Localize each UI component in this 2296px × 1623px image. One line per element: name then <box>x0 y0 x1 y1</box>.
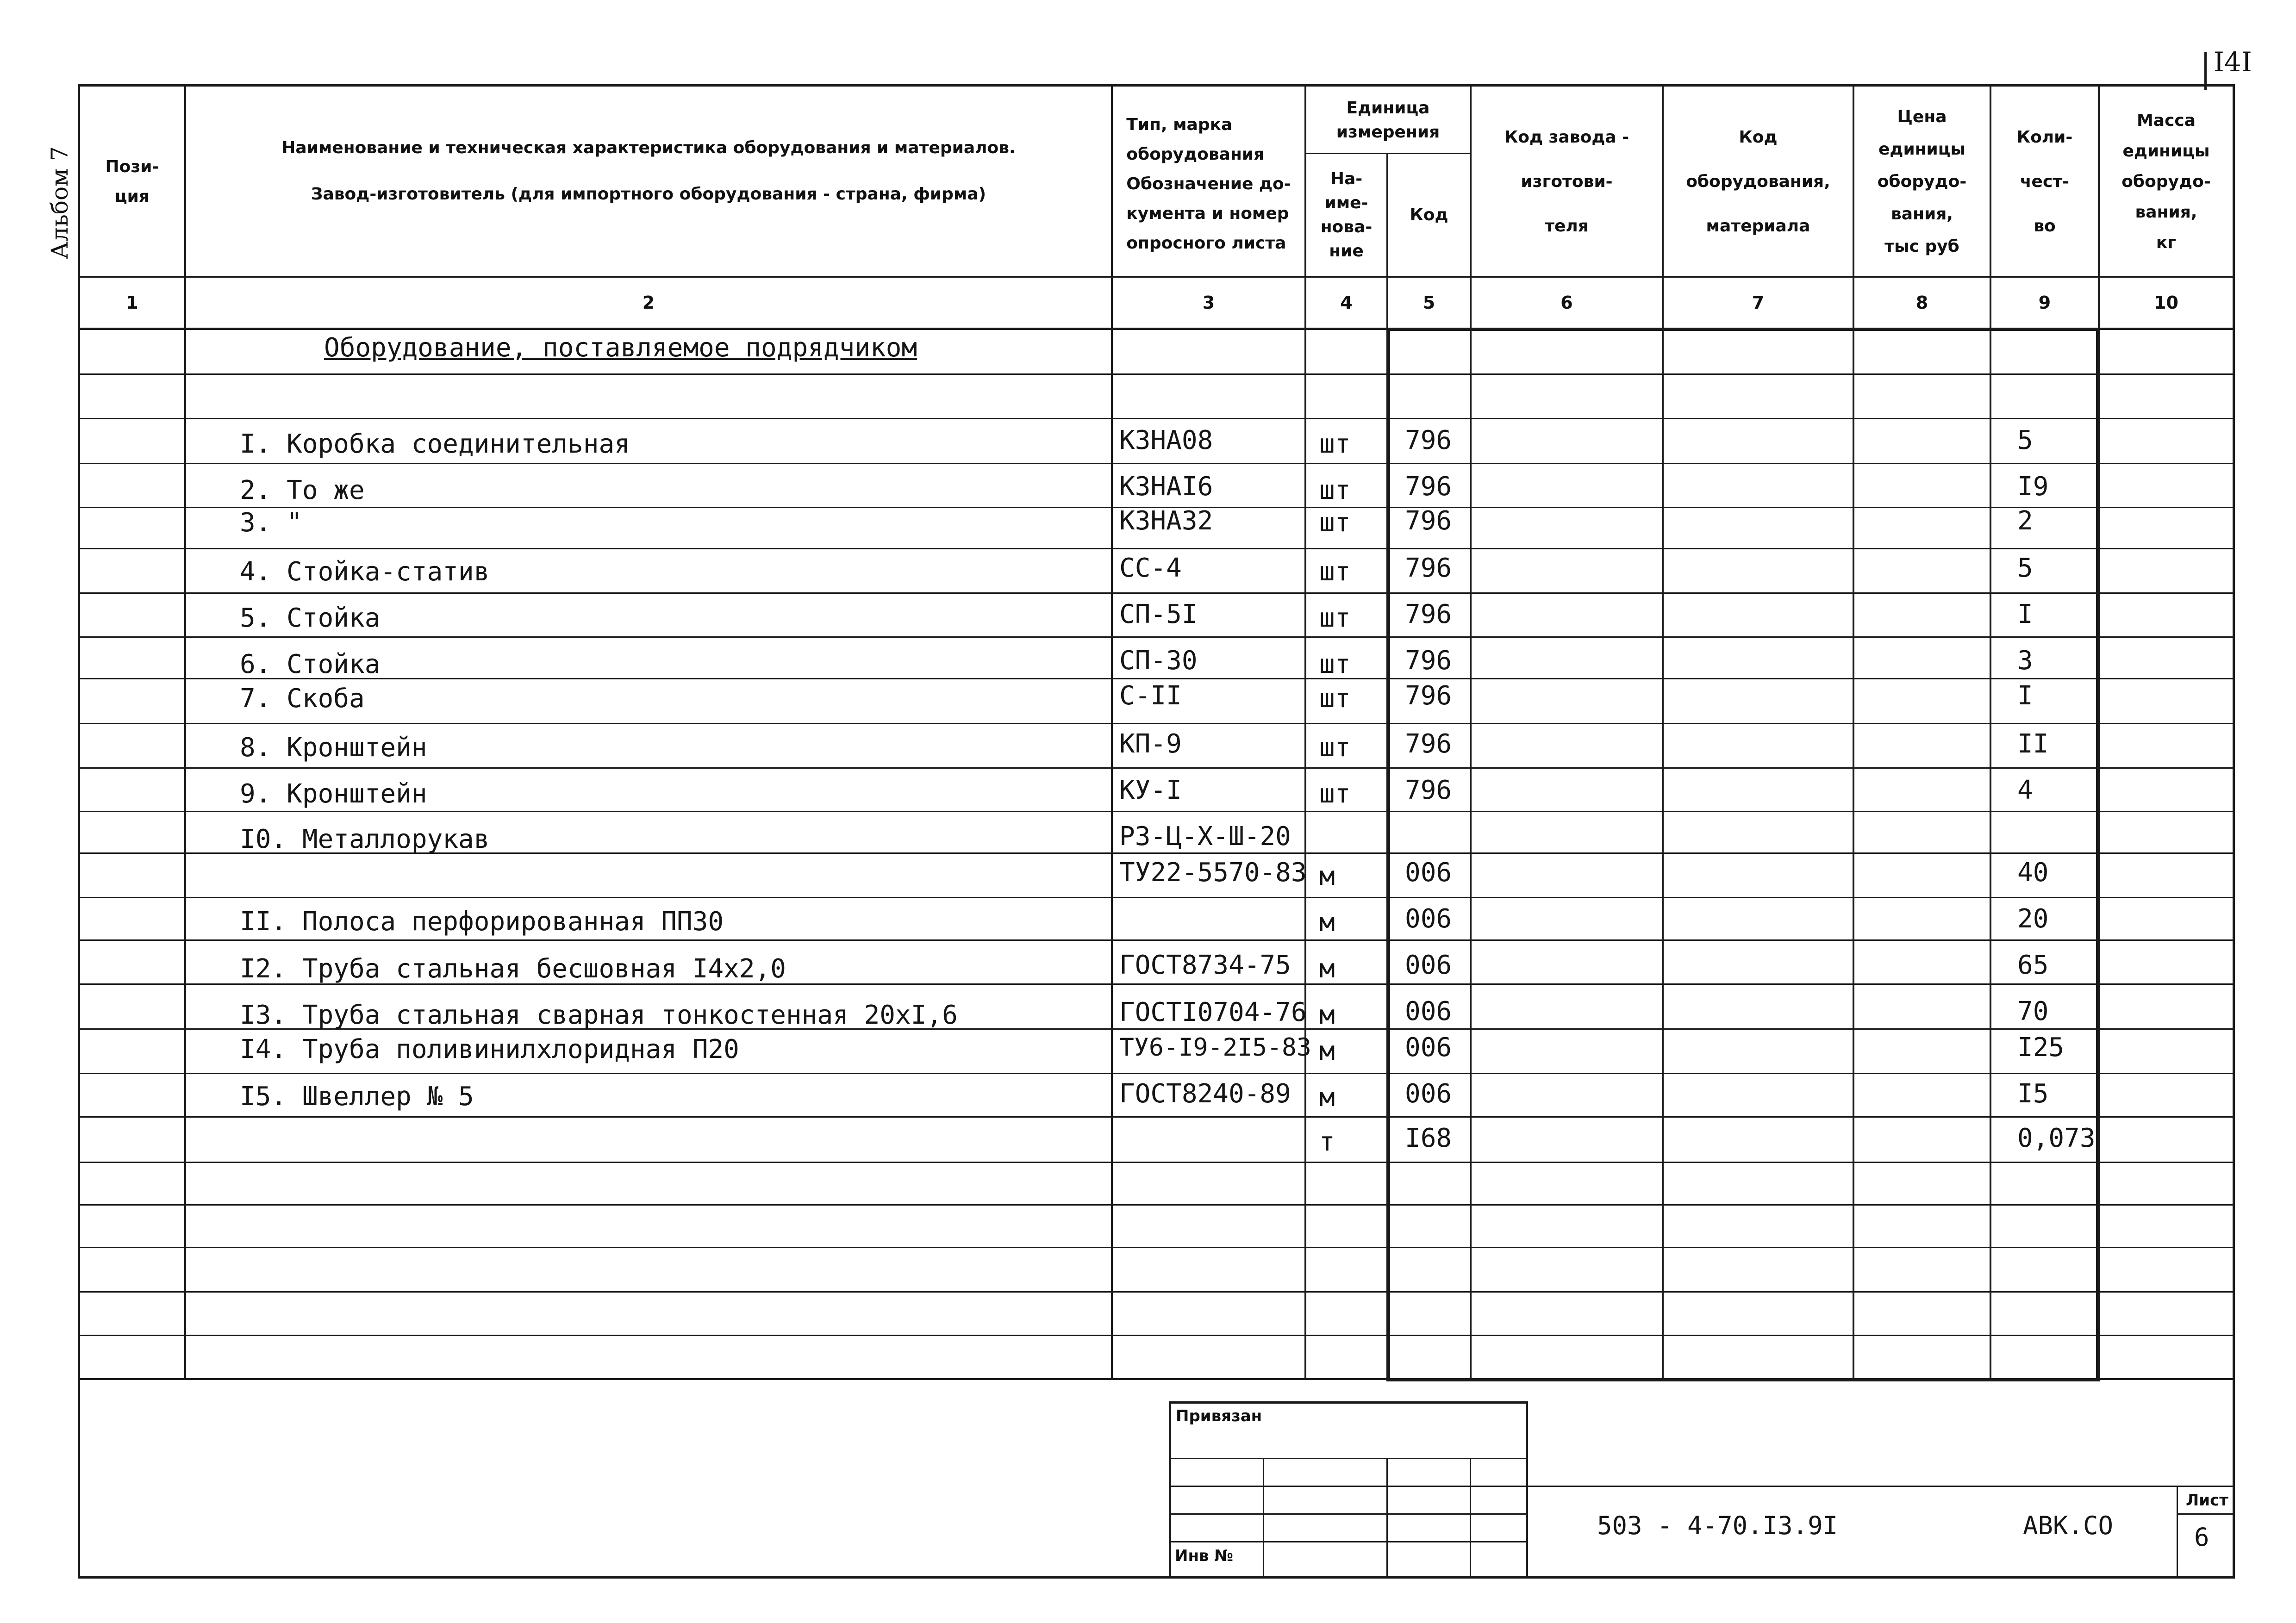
item-unit: шт <box>1319 475 1351 505</box>
item-name: I2. Труба стальная бесшовная I4х2,0 <box>240 954 786 984</box>
item-type: КЗНА32 <box>1119 506 1213 536</box>
item-code: 796 <box>1405 472 1452 502</box>
album-side-label: Альбом 7 <box>46 146 73 259</box>
item-type: СС-4 <box>1119 553 1182 583</box>
item-name: 9. Кронштейн <box>240 779 427 809</box>
item-name: I4. Труба поливинилхлоридная П20 <box>240 1034 739 1064</box>
header-unit-group: Единица измерения <box>1336 99 1440 142</box>
item-type: ТУ22-5570-83 <box>1119 858 1307 888</box>
item-name: 2. То же <box>240 475 365 505</box>
item-unit: шт <box>1319 684 1351 714</box>
item-code: I68 <box>1405 1123 1452 1153</box>
item-type: КП-9 <box>1119 729 1182 759</box>
item-type: РЗ-Ц-Х-Ш-20 <box>1119 821 1291 852</box>
header-plant-code: Код завода - изготови- теля <box>1504 127 1629 236</box>
item-code: 796 <box>1405 775 1452 805</box>
item-qty: 5 <box>2017 553 2033 583</box>
item-unit: шт <box>1319 429 1351 459</box>
inventory-label: Инв № <box>1175 1547 1234 1565</box>
frame-bottom <box>78 1576 2235 1579</box>
item-qty: 70 <box>2017 996 2049 1026</box>
item-type: ГОСТI0704-76 <box>1119 997 1307 1027</box>
item-qty: 40 <box>2017 858 2049 888</box>
page-number: I4I <box>2214 46 2252 78</box>
section-title: Оборудование, поставляемое подрядчиком <box>324 333 917 363</box>
col-number-3: 3 <box>1202 292 1215 313</box>
item-name: I. Коробка соединительная <box>240 429 630 459</box>
item-code: 796 <box>1405 553 1452 583</box>
item-name: 7. Скоба <box>240 684 365 714</box>
item-qty: II <box>2017 729 2049 759</box>
item-type: КЗНАI6 <box>1119 472 1213 502</box>
item-unit: м <box>1319 1000 1335 1030</box>
item-type: СП-30 <box>1119 646 1198 676</box>
item-qty: 0,073 <box>2017 1123 2096 1153</box>
col-number-5: 5 <box>1423 292 1435 313</box>
item-code: 796 <box>1405 681 1452 711</box>
item-code: 006 <box>1405 904 1452 934</box>
item-code: 796 <box>1405 729 1452 759</box>
item-code: 006 <box>1405 1032 1452 1063</box>
bound-label: Привязан <box>1176 1407 1262 1425</box>
item-code: 796 <box>1405 599 1452 629</box>
col-number-8: 8 <box>1915 292 1928 313</box>
item-type: ГОСТ8734-75 <box>1119 950 1291 980</box>
header-qty: Коли- чест- во <box>2016 127 2073 236</box>
item-code: 006 <box>1405 858 1452 888</box>
item-unit: т <box>1319 1127 1335 1157</box>
item-qty: 3 <box>2017 646 2033 676</box>
item-name: 6. Стойка <box>240 649 381 679</box>
col-number-6: 6 <box>1560 292 1573 313</box>
col-number-2: 2 <box>642 292 655 313</box>
item-type: ТУ6-I9-2I5-83 <box>1119 1033 1311 1062</box>
item-qty: I9 <box>2017 472 2049 502</box>
item-name: I0. Металлорукав <box>240 824 490 854</box>
item-name: 4. Стойка-статив <box>240 557 490 587</box>
item-unit: шт <box>1319 733 1351 763</box>
item-unit: шт <box>1319 779 1351 809</box>
item-qty: I <box>2017 681 2033 711</box>
header-equip-code: Код оборудования, материала <box>1686 127 1830 236</box>
header-position: Пози- ция <box>105 157 159 206</box>
item-type: КУ-I <box>1119 775 1182 805</box>
sheet-label: Лист <box>2186 1491 2228 1510</box>
document-code: 503 - 4-70.I3.9I <box>1597 1511 1838 1540</box>
item-code: 006 <box>1405 950 1452 980</box>
item-qty: I5 <box>2017 1079 2049 1109</box>
item-unit: шт <box>1319 649 1351 679</box>
item-code: 006 <box>1405 996 1452 1026</box>
item-name: II. Полоса перфорированная ПП30 <box>240 907 724 937</box>
header-price: Цена единицы оборудо- вания, тыс руб <box>1877 107 1967 256</box>
item-code: 796 <box>1405 425 1452 455</box>
item-name: I5. Швеллер № 5 <box>240 1082 474 1112</box>
item-name: 3. " <box>240 508 302 538</box>
item-qty: 65 <box>2017 950 2049 980</box>
item-unit: м <box>1319 861 1335 891</box>
item-qty: I25 <box>2017 1032 2065 1063</box>
item-name: 8. Кронштейн <box>240 733 427 763</box>
header-unit-name: На- име- нова- ние <box>1320 169 1373 261</box>
frame-right <box>2233 84 2235 1578</box>
header-mass: Масса единицы оборудо- вания, кг <box>2121 111 2211 252</box>
sheet-number: 6 <box>2194 1523 2209 1552</box>
item-unit: шт <box>1319 508 1351 538</box>
item-name: 5. Стойка <box>240 603 381 633</box>
item-code: 796 <box>1405 506 1452 536</box>
item-unit: шт <box>1319 557 1351 587</box>
col-number-4: 4 <box>1340 292 1353 313</box>
item-unit: м <box>1319 1036 1335 1066</box>
item-type: СП-5I <box>1119 599 1198 629</box>
document-mark: АВК.СО <box>2023 1511 2114 1540</box>
item-qty: 20 <box>2017 904 2049 934</box>
col-number-10: 10 <box>2154 292 2178 313</box>
item-qty: 5 <box>2017 425 2033 455</box>
col-number-9: 9 <box>2038 292 2051 313</box>
item-qty: I <box>2017 599 2033 629</box>
item-qty: 2 <box>2017 506 2033 536</box>
item-unit: м <box>1319 908 1335 938</box>
item-qty: 4 <box>2017 775 2033 805</box>
item-type: КЗНА08 <box>1119 425 1213 455</box>
frame-top <box>78 84 2235 87</box>
item-code: 006 <box>1405 1079 1452 1109</box>
col-number-7: 7 <box>1752 292 1765 313</box>
item-unit: шт <box>1319 603 1351 633</box>
item-type: С-II <box>1119 681 1182 711</box>
item-type: ГОСТ8240-89 <box>1119 1079 1291 1109</box>
col-number-1: 1 <box>126 292 138 313</box>
item-code: 796 <box>1405 646 1452 676</box>
header-name: Наименование и техническая характеристика оборудования и материалов. Завод-изготовитель (для импортного оборудования - страна, фирма) <box>281 138 1016 204</box>
header-type: Тип, марка оборудования Обозначение до- кумента и номер опросного листа <box>1126 115 1291 253</box>
item-name: I3. Труба стальная сварная тонкостенная 20хI,6 <box>240 1000 958 1030</box>
header-unit-code: Код <box>1410 205 1448 224</box>
item-unit: м <box>1319 954 1335 984</box>
item-unit: м <box>1319 1082 1335 1113</box>
